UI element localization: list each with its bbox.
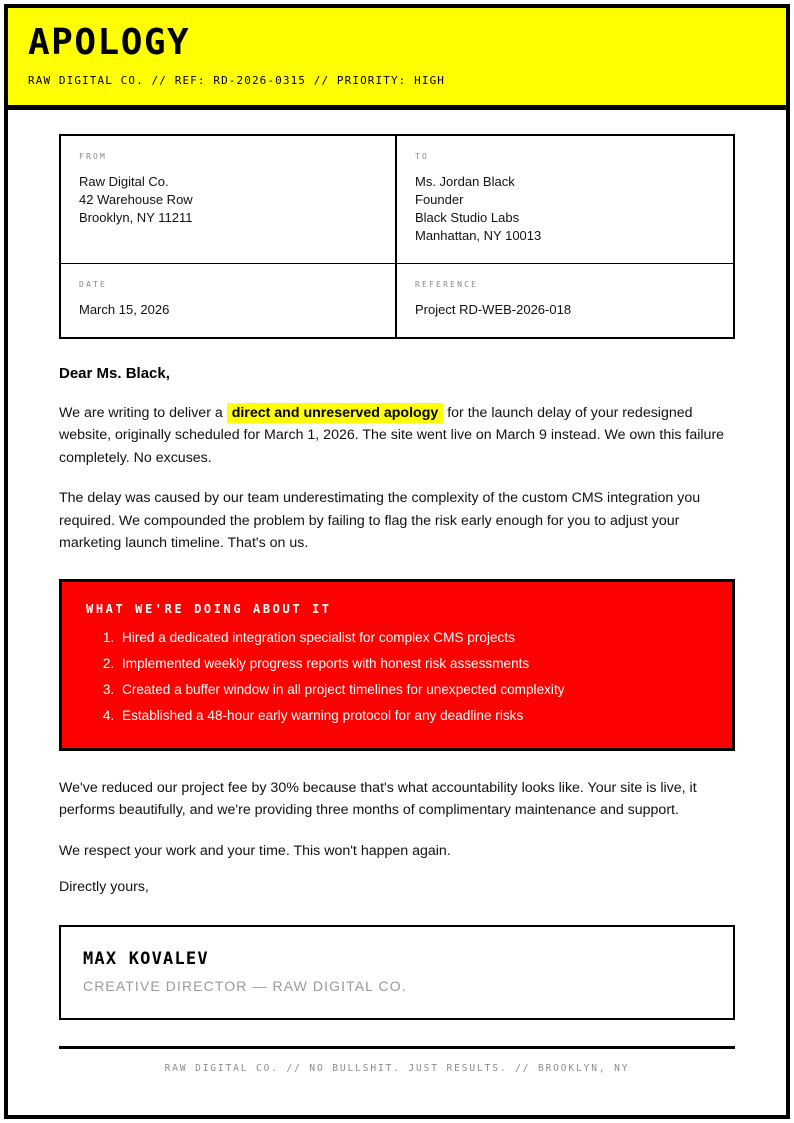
action-box-heading: WHAT WE'RE DOING ABOUT IT: [86, 601, 332, 616]
to-label: TO: [415, 151, 430, 161]
reference-label: REFERENCE: [415, 279, 479, 289]
address-grid: [59, 134, 735, 339]
to-line-3: Black Studio Labs: [415, 209, 520, 225]
signature-role: CREATIVE DIRECTOR — RAW DIGITAL CO.: [83, 977, 407, 994]
body-paragraph-2: The delay was caused by our team underestimating the complexity of the custom CMS integration you required. We compounded the problem by failing to flag the risk early enough for you to adjust your marketing launch timeline. That's on us.: [59, 490, 701, 552]
action-item-list: [84, 630, 710, 724]
action-item: 2. Implemented weekly progress reports with honest risk assessments: [118, 656, 710, 672]
document-page: [4, 4, 790, 1119]
action-item: 3. Created a buffer window in all project timelines for unexpected complexity: [118, 682, 710, 698]
address-cell-date: [61, 264, 397, 337]
footer-text: RAW DIGITAL CO. // NO BULLSHIT. JUST RESULTS. // BROOKLYN, NY: [164, 1062, 630, 1074]
address-cell-to: [397, 136, 733, 264]
closing-line: Directly yours,: [59, 879, 149, 896]
signature-name: MAX KOVALEV: [83, 948, 209, 969]
from-line-1: Raw Digital Co.: [79, 173, 169, 189]
body-paragraph-4: We respect your work and your time. This won't happen again.: [59, 842, 451, 859]
apology-highlight: direct and unreserved apology: [227, 403, 444, 423]
from-label: FROM: [79, 151, 108, 161]
action-item: 4. Established a 48-hour early warning protocol for any deadline risks: [118, 708, 710, 724]
footer-divider: [59, 1046, 735, 1049]
to-line-4: Manhattan, NY 10013: [415, 227, 542, 243]
document-header: [8, 8, 786, 110]
date-value: March 15, 2026: [79, 301, 170, 317]
to-line-1: Ms. Jordan Black: [415, 173, 515, 189]
action-box: [59, 579, 735, 751]
body-paragraph-1: [59, 402, 735, 470]
address-cell-from: [61, 136, 397, 264]
document-content: [8, 110, 786, 1074]
address-cell-reference: [397, 264, 733, 337]
signature-box: [59, 925, 735, 1020]
document-footer: [59, 1046, 735, 1074]
from-line-3: Brooklyn, NY 11211: [79, 209, 193, 225]
page-title: APOLOGY: [28, 22, 191, 63]
paragraph-1-lead-text: We are writing to deliver a: [59, 404, 227, 421]
to-line-2: Founder: [415, 191, 464, 207]
from-line-2: 42 Warehouse Row: [79, 191, 193, 207]
reference-value: Project RD-WEB-2026-018: [415, 301, 572, 317]
paragraph-1-trail-text: for the launch delay of your redesigned website, originally scheduled for March 1, 2026. The site went live on March 9 instead. We own this failure completely. No excuses.: [59, 404, 725, 466]
salutation: Dear Ms. Black,: [59, 364, 170, 382]
header-meta-line: RAW DIGITAL CO. // REF: RD-2026-0315 // PRIORITY: HIGH: [28, 73, 446, 87]
action-item: 1. Hired a dedicated integration specialist for complex CMS projects: [118, 630, 710, 646]
date-label: DATE: [79, 279, 108, 289]
body-paragraph-3: We've reduced our project fee by 30% because that's what accountability looks like. Your site is live, it performs beautifully, and we're providing three months of complimentary maintenance and support.: [59, 779, 697, 819]
